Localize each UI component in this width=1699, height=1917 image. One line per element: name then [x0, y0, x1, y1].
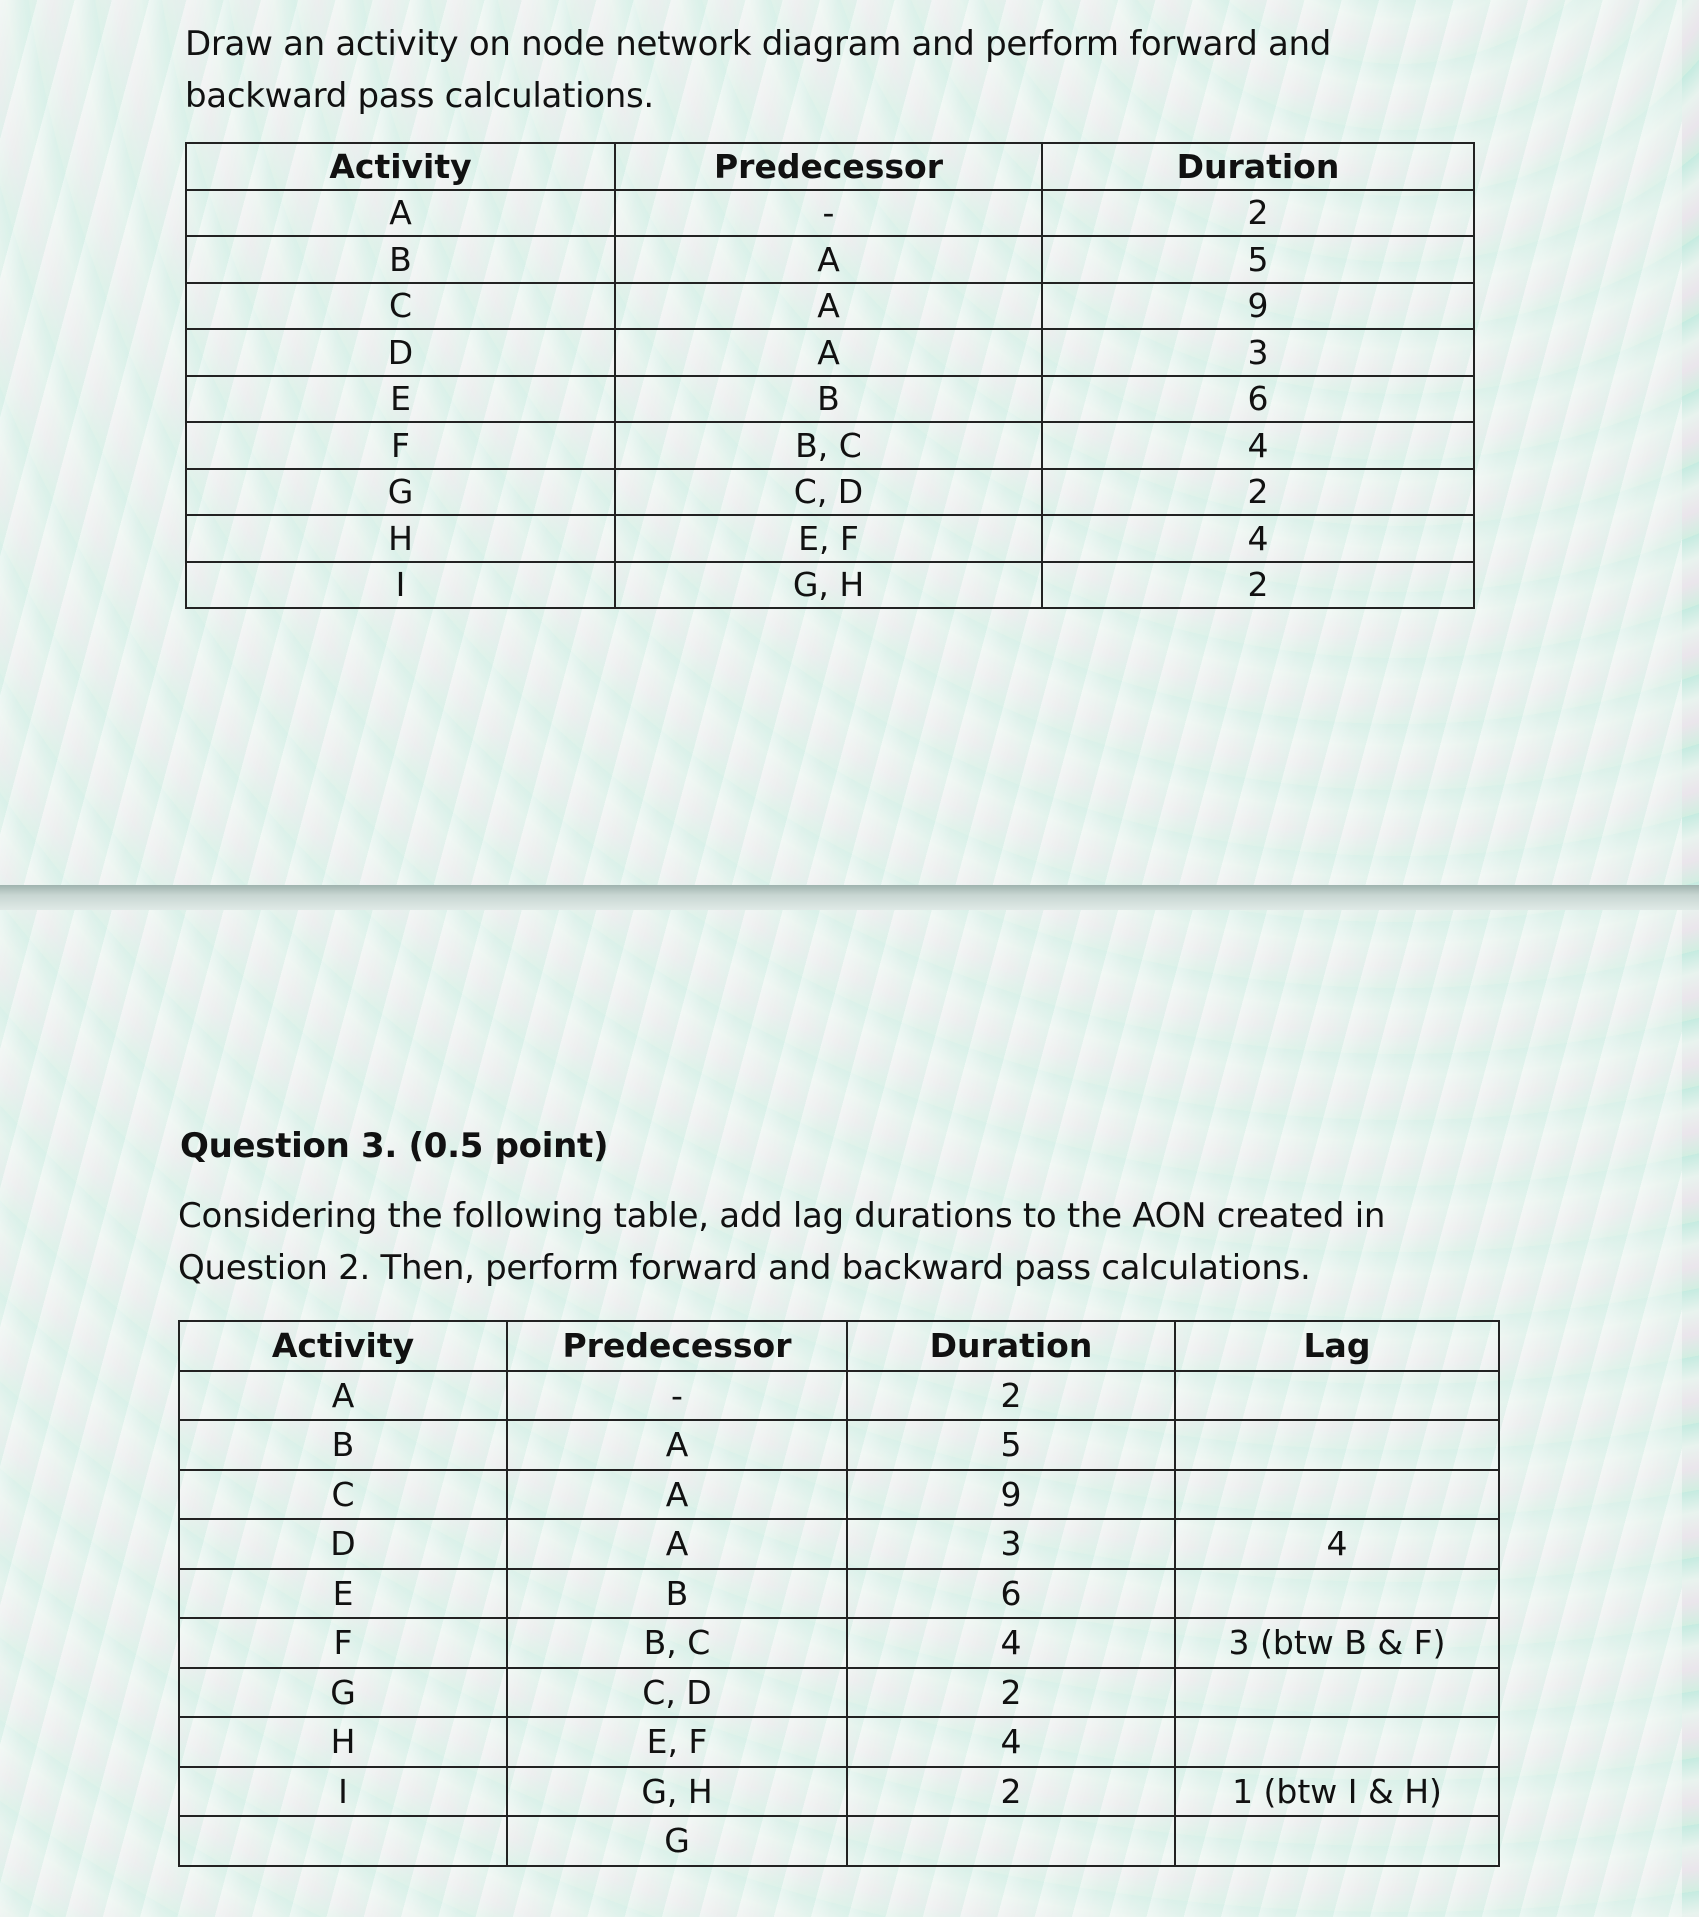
cell-lag: 1 (btw I & H) — [1175, 1767, 1499, 1817]
cell-lag — [1175, 1470, 1499, 1520]
header-predecessor: Predecessor — [615, 143, 1042, 190]
table-row — [179, 1470, 1499, 1520]
cell-predecessor: A — [615, 283, 1042, 330]
table-row — [186, 376, 1474, 423]
header-duration: Duration — [1042, 143, 1474, 190]
cell-lag — [1175, 1816, 1499, 1866]
cell-predecessor: A — [507, 1420, 847, 1470]
cell-activity: D — [186, 329, 615, 376]
cell-lag: 3 (btw B & F) — [1175, 1618, 1499, 1668]
cell-duration: 4 — [847, 1618, 1175, 1668]
table-row — [186, 283, 1474, 330]
header-activity: Activity — [186, 143, 615, 190]
cell-predecessor: C, D — [507, 1668, 847, 1718]
header-lag: Lag — [1175, 1321, 1499, 1371]
cell-predecessor: - — [507, 1371, 847, 1421]
table-row — [179, 1618, 1499, 1668]
table-row — [179, 1420, 1499, 1470]
cell-predecessor: A — [507, 1519, 847, 1569]
cell-duration: 2 — [1042, 469, 1474, 516]
cell-lag — [1175, 1569, 1499, 1619]
cell-activity: B — [179, 1420, 507, 1470]
cell-predecessor: A — [615, 329, 1042, 376]
cell-activity — [179, 1816, 507, 1866]
cell-duration — [847, 1816, 1175, 1866]
cell-duration: 5 — [1042, 236, 1474, 283]
table-row — [186, 515, 1474, 562]
table-row — [186, 422, 1474, 469]
cell-predecessor: A — [507, 1470, 847, 1520]
cell-duration: 6 — [1042, 376, 1474, 423]
table-row — [179, 1519, 1499, 1569]
cell-predecessor: G, H — [615, 562, 1042, 609]
cell-predecessor: C, D — [615, 469, 1042, 516]
cell-predecessor: G, H — [507, 1767, 847, 1817]
cell-activity: I — [186, 562, 615, 609]
cell-activity: H — [179, 1717, 507, 1767]
cell-duration: 3 — [1042, 329, 1474, 376]
cell-duration: 3 — [847, 1519, 1175, 1569]
table-row — [179, 1371, 1499, 1421]
cell-predecessor: B — [507, 1569, 847, 1619]
cell-activity: C — [186, 283, 615, 330]
cell-predecessor: E, F — [507, 1717, 847, 1767]
cell-activity: E — [179, 1569, 507, 1619]
table-row — [179, 1668, 1499, 1718]
cell-activity: C — [179, 1470, 507, 1520]
table-row — [179, 1717, 1499, 1767]
cell-duration: 6 — [847, 1569, 1175, 1619]
cell-activity: G — [179, 1668, 507, 1718]
cell-duration: 4 — [1042, 422, 1474, 469]
header-duration: Duration — [847, 1321, 1175, 1371]
table-row — [186, 469, 1474, 516]
cell-activity: E — [186, 376, 615, 423]
cell-activity: D — [179, 1519, 507, 1569]
table-row — [186, 562, 1474, 609]
cell-duration: 2 — [1042, 562, 1474, 609]
table-header-row — [186, 143, 1474, 190]
cell-predecessor: A — [615, 236, 1042, 283]
question2-table — [185, 142, 1475, 609]
cell-activity: F — [179, 1618, 507, 1668]
table-row — [179, 1767, 1499, 1817]
cell-activity: A — [179, 1371, 507, 1421]
table-row — [186, 329, 1474, 376]
cell-predecessor: B, C — [507, 1618, 847, 1668]
table-row — [179, 1569, 1499, 1619]
cell-predecessor: - — [615, 190, 1042, 237]
question3-title: Question 3. (0.5 point) — [180, 1126, 609, 1166]
cell-activity: A — [186, 190, 615, 237]
cell-predecessor: B — [615, 376, 1042, 423]
cell-predecessor: G — [507, 1816, 847, 1866]
cell-predecessor: E, F — [615, 515, 1042, 562]
cell-duration: 4 — [847, 1717, 1175, 1767]
cell-activity: B — [186, 236, 615, 283]
cell-duration: 2 — [847, 1767, 1175, 1817]
cell-duration: 2 — [847, 1668, 1175, 1718]
header-activity: Activity — [179, 1321, 507, 1371]
cell-predecessor: B, C — [615, 422, 1042, 469]
cell-duration: 9 — [1042, 283, 1474, 330]
table-row — [179, 1816, 1499, 1866]
question3-table — [178, 1320, 1500, 1867]
table-row — [186, 190, 1474, 237]
cell-lag — [1175, 1420, 1499, 1470]
cell-lag: 4 — [1175, 1519, 1499, 1569]
cell-duration: 4 — [1042, 515, 1474, 562]
header-predecessor: Predecessor — [507, 1321, 847, 1371]
question2-instruction: Draw an activity on node network diagram and perform forward and backward pass calculations. — [185, 24, 1332, 116]
cell-duration: 9 — [847, 1470, 1175, 1520]
cell-lag — [1175, 1371, 1499, 1421]
cell-activity: I — [179, 1767, 507, 1817]
cell-duration: 2 — [1042, 190, 1474, 237]
cell-lag — [1175, 1717, 1499, 1767]
cell-activity: G — [186, 469, 615, 516]
cell-activity: F — [186, 422, 615, 469]
page-fold — [0, 885, 1699, 910]
cell-lag — [1175, 1668, 1499, 1718]
cell-duration: 5 — [847, 1420, 1175, 1470]
table-header-row — [179, 1321, 1499, 1371]
question3-instruction: Considering the following table, add lag durations to the AON created in Question 2. Then, perform forward and backward pass calculations. — [178, 1196, 1386, 1288]
table-row — [186, 236, 1474, 283]
cell-activity: H — [186, 515, 615, 562]
cell-duration: 2 — [847, 1371, 1175, 1421]
